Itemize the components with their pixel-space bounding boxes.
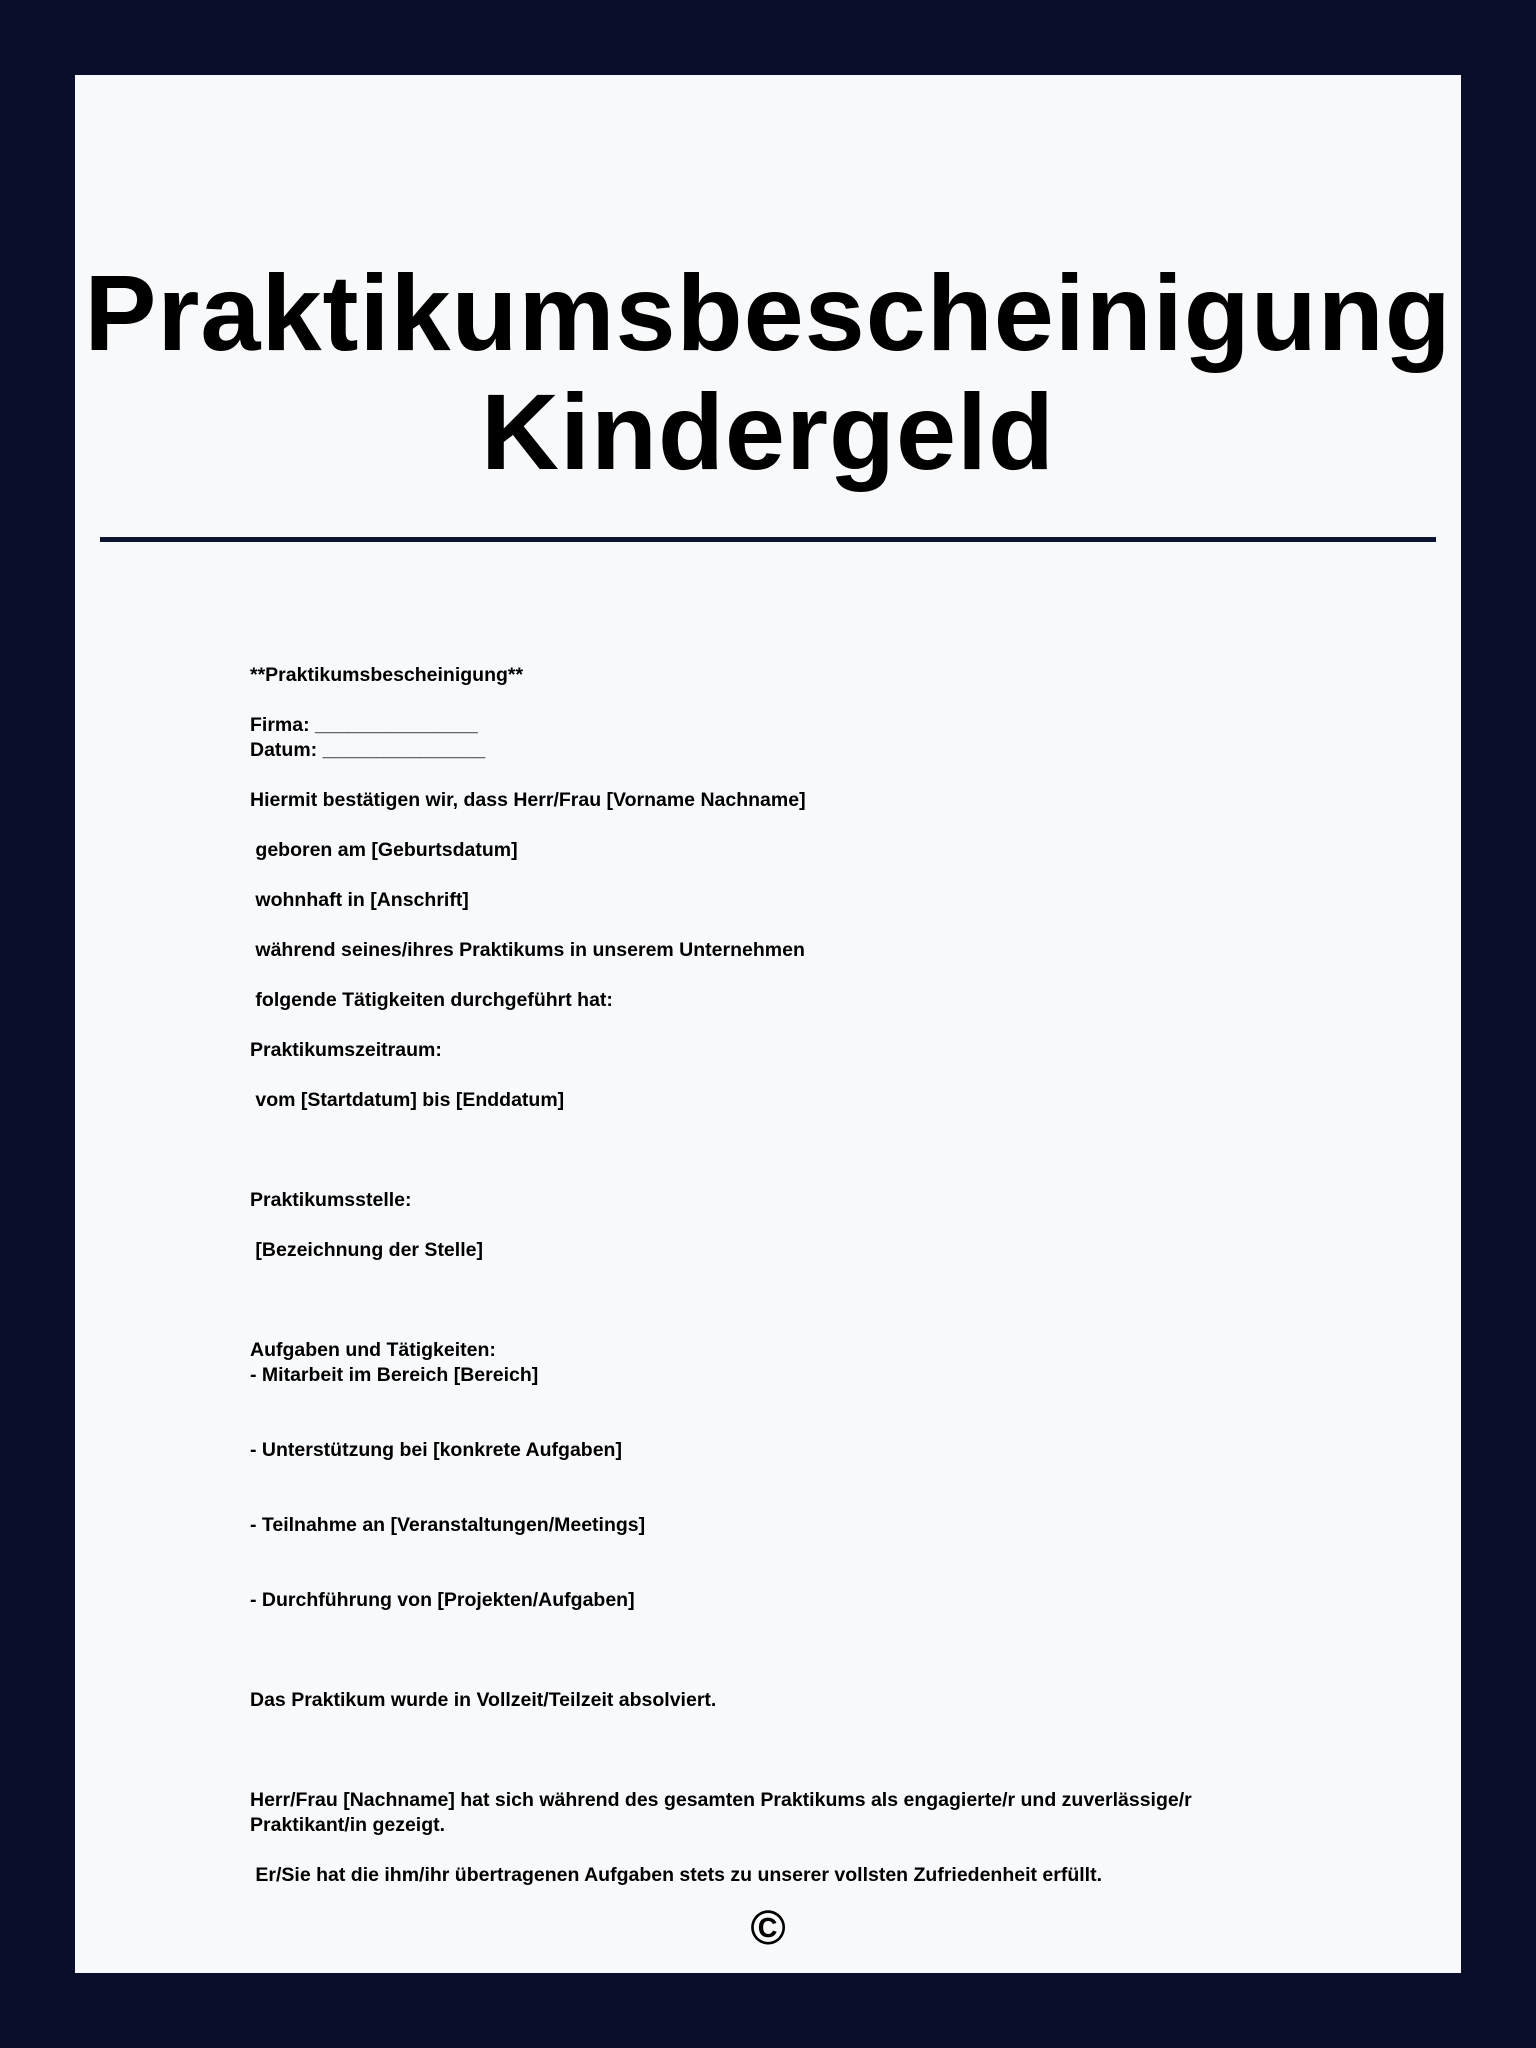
document-title [75,253,1461,491]
spacer [250,1213,1300,1238]
section-heading: **Praktikumsbescheinigung** [250,664,524,686]
copyright-icon: © [750,1902,786,1955]
folgende-line: folgende Tätigkeiten durchgeführt hat: [250,989,613,1011]
spacer [250,813,1300,838]
spacer [250,1488,1300,1513]
spacer [250,913,1300,938]
wohnhaft-line: wohnhaft in [Anschrift] [250,889,469,911]
spacer [250,1288,1300,1313]
spacer [250,1013,1300,1038]
spacer [250,1163,1300,1188]
spacer [250,1638,1300,1663]
spacer [250,1138,1300,1163]
spacer [250,1413,1300,1438]
engagement-paragraph: Herr/Frau [Nachname] hat sich während des gesamten Praktikums als engagierte/r und zuverlässige/r Praktikant/in gezeigt. [250,1789,1192,1836]
spacer [250,1263,1300,1288]
spacer [250,963,1300,988]
aufgaben-item: - Mitarbeit im Bereich [Bereich] [250,1364,539,1386]
spacer [250,1838,1300,1863]
geboren-line: geboren am [Geburtsdatum] [250,839,518,861]
spacer [250,763,1300,788]
stelle-label: Praktikumsstelle: [250,1189,412,1211]
spacer [250,1613,1300,1638]
spacer [250,1463,1300,1488]
vollzeit-line: Das Praktikum wurde in Vollzeit/Teilzeit absolviert. [250,1689,717,1711]
spacer [250,1713,1300,1738]
title-line-2: Kindergeld [480,371,1056,492]
spacer [250,1538,1300,1563]
spacer [250,1663,1300,1688]
aufgaben-item: - Unterstützung bei [konkrete Aufgaben] [250,1439,622,1461]
intro-line: Hiermit bestätigen wir, dass Herr/Frau [Vorname Nachname] [250,789,806,811]
spacer [250,1563,1300,1588]
spacer [250,1063,1300,1088]
zeitraum-value: vom [Startdatum] bis [Enddatum] [250,1089,565,1111]
title-divider [100,537,1436,542]
stelle-value: [Bezeichnung der Stelle] [250,1239,483,1261]
datum-field: Datum: _______________ [250,739,486,761]
spacer [250,688,1300,713]
spacer [250,1113,1300,1138]
aufgaben-item: - Teilnahme an [Veranstaltungen/Meetings] [250,1514,646,1536]
document-page [75,75,1461,1973]
zeitraum-label: Praktikumszeitraum: [250,1039,442,1061]
title-line-1: Praktikumsbescheinigung [84,252,1452,373]
spacer [250,1313,1300,1338]
aufgaben-label: Aufgaben und Tätigkeiten: [250,1339,496,1361]
spacer [250,1738,1300,1763]
document-body [250,663,1300,1888]
firma-field: Firma: _______________ [250,714,478,736]
spacer [250,863,1300,888]
spacer [250,1388,1300,1413]
aufgaben-item: - Durchführung von [Projekten/Aufgaben] [250,1589,635,1611]
spacer [250,1763,1300,1788]
zufriedenheit-line: Er/Sie hat die ihm/ihr übertragenen Aufgaben stets zu unserer vollsten Zufriedenheit erfüllt. [250,1864,1103,1886]
waehrend-line: während seines/ihres Praktikums in unserem Unternehmen [250,939,805,961]
